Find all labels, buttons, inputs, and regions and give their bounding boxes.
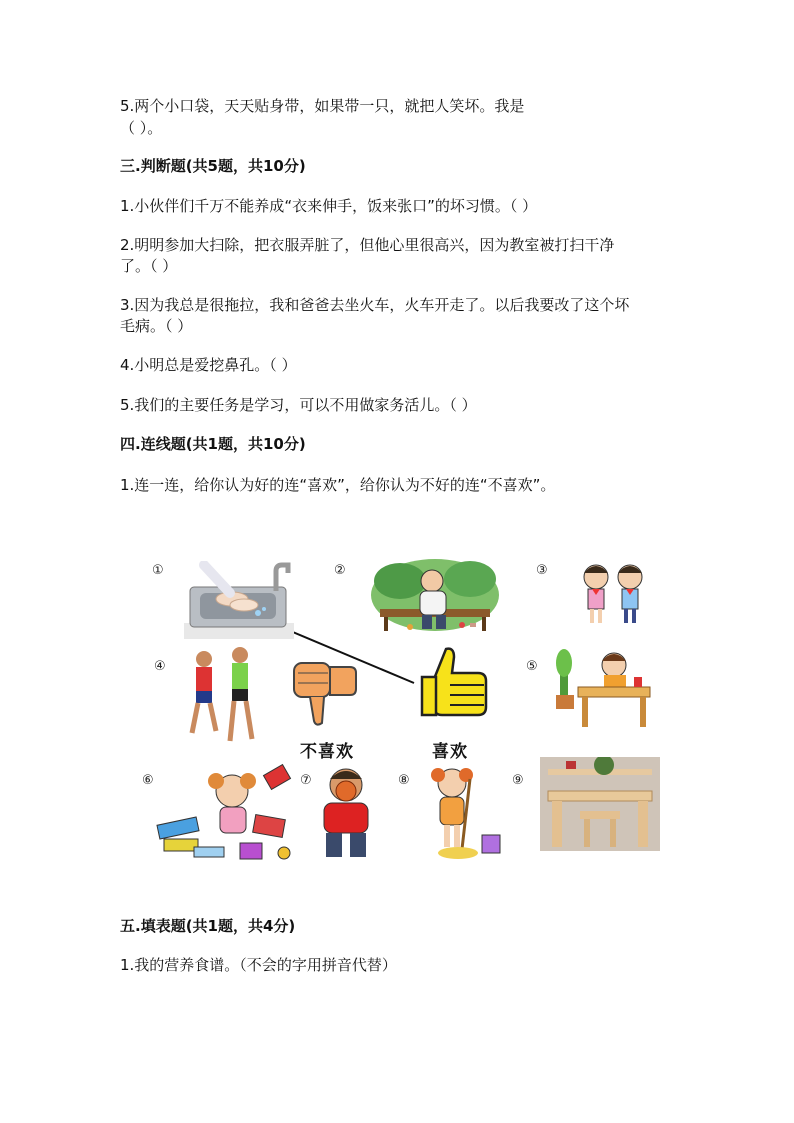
- marker-8: ⑧: [398, 773, 410, 788]
- section3-q1: 1.小伙伴们千万不能养成“衣来伸手，饭来张口”的坏习惯。（ ）: [120, 197, 538, 215]
- marker-5: ⑤: [526, 659, 538, 674]
- eating-boy-picture: [314, 767, 378, 863]
- mopping-girl-picture: [422, 765, 504, 861]
- section3-q3-line2: 毛病。（ ）: [120, 317, 193, 335]
- thumbs-down-icon: [290, 657, 360, 727]
- two-kids-picture: [576, 561, 650, 627]
- section3-q2-line2: 了。（ ）: [120, 257, 178, 275]
- thumbs-up-icon: [420, 645, 490, 717]
- section5-title: 五.填表题(共1题，共4分): [120, 917, 296, 935]
- marker-4: ④: [154, 659, 166, 674]
- marker-3: ③: [536, 563, 548, 578]
- sleeping-at-desk-picture: [554, 647, 654, 729]
- section3-q4: 4.小明总是爱挖鼻孔。（ ）: [120, 356, 297, 374]
- littering-man-picture: [370, 557, 500, 633]
- marker-1: ①: [152, 563, 164, 578]
- section3-q2-line1: 2.明明参加大扫除，把衣服弄脏了，但他心里很高兴，因为教室被打扫干净: [120, 236, 615, 254]
- marker-9: ⑨: [512, 773, 524, 788]
- section4-q1: 1.连一连，给你认为好的连“喜欢”，给你认为不好的连“不喜欢”。: [120, 476, 556, 494]
- section3-q5: 5.我们的主要任务是学习，可以不用做家务活儿。（ ）: [120, 396, 477, 414]
- dislike-label: 不喜欢: [300, 742, 354, 762]
- riddle-line-1: 5.两个小口袋，天天贴身带，如果带一只，就把人笑坏。我是: [120, 97, 525, 115]
- messy-room-picture: [154, 761, 304, 863]
- tidy-desk-picture: [540, 757, 660, 851]
- section5-q1: 1.我的营养食谱。（不会的字用拼音代替）: [120, 956, 397, 974]
- handwashing-picture: [184, 561, 294, 641]
- riddle-line-2: （ ）。: [120, 119, 163, 137]
- section3-q3-line1: 3.因为我总是很拖拉，我和爸爸去坐火车，火车开走了。以后我要改了这个坏: [120, 296, 630, 314]
- running-picture: [182, 643, 262, 753]
- like-label: 喜欢: [432, 742, 468, 762]
- marker-7: ⑦: [300, 773, 312, 788]
- section4-title: 四.连线题(共1题，共10分): [120, 435, 306, 453]
- matching-figure: [140, 555, 670, 875]
- section3-title: 三.判断题(共5题，共10分): [120, 157, 306, 175]
- marker-2: ②: [334, 563, 346, 578]
- marker-6: ⑥: [142, 773, 154, 788]
